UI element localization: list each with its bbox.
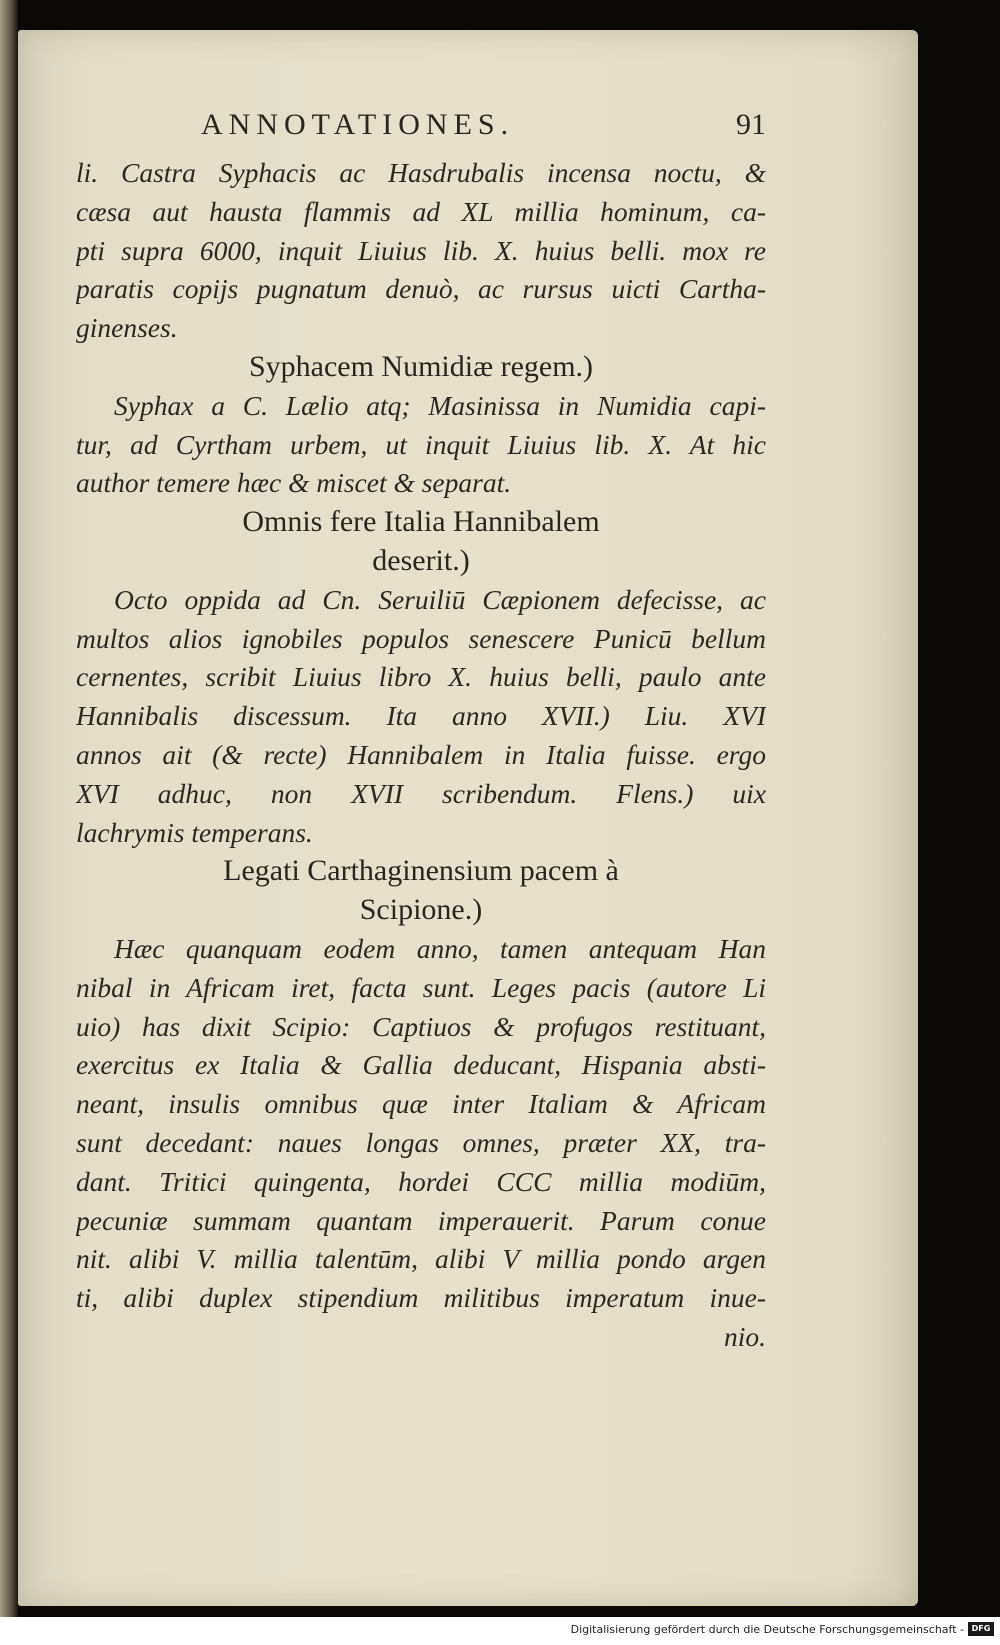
text-line: pecuniæ summam quantam imperauerit. Parum conue (76, 1204, 766, 1236)
page-number: 91 (736, 108, 766, 141)
dfg-logo: DFG (968, 1622, 994, 1636)
text-line: Octo oppida ad Cn. Seruiliū Cæpionem defecisse, ac (114, 583, 766, 615)
text-line: nit. alibi V. millia talentūm, alibi V millia pondo argen (76, 1243, 766, 1275)
text-line: dant. Tritici quingenta, hordei CCC millia modiūm, (76, 1165, 766, 1197)
section-heading: Omnis fere Italia Hannibalem (242, 505, 600, 539)
book-page (18, 30, 918, 1606)
text-line: uio) has dixit Scipio: Captiuos & profugos restituant, (76, 1010, 766, 1042)
running-head-title: ANNOTATIONES. (201, 108, 515, 141)
text-line: author temere hæc & miscet & separat. (76, 467, 512, 499)
footer-credit: Digitalisierung gefördert durch die Deutsche Forschungsgemeinschaft - (570, 1623, 964, 1636)
section-heading: Legati Carthaginensium pacem à (223, 854, 619, 888)
text-line: annos ait (& recte) Hannibalem in Italia fuisse. ergo (76, 738, 766, 770)
text-line: ti, alibi duplex stipendium militibus imperatum inue- (76, 1282, 766, 1314)
section-heading: Syphacem Numidiæ regem.) (248, 349, 594, 383)
text-line: pti supra 6000, inquit Liuius lib. X. huius belli. mox re (76, 234, 766, 266)
text-line: multos alios ignobiles populos senescere Punicū bellum (76, 622, 766, 654)
section-heading: deserit.) (372, 543, 470, 577)
text-line: lachrymis temperans. (76, 816, 313, 848)
text-line: cernentes, scribit Liuius libro X. huius belli, paulo ante (76, 661, 766, 693)
section-heading: Scipione.) (359, 893, 483, 927)
page-edge (0, 0, 18, 1645)
text-line: sunt decedant: naues longas omnes, præter XX, tra- (76, 1126, 766, 1158)
text-line: XVI adhuc, non XVII scribendum. Flens.) uix (76, 777, 766, 809)
text-block (76, 108, 766, 1357)
digitization-footer (0, 1617, 1000, 1645)
body-text (76, 154, 766, 1357)
text-line: Hannibalis discessum. Ita anno XVII.) Liu. XVI (76, 700, 766, 732)
text-line: Syphax a C. Lælio atq; Masinissa in Numidia capi- (114, 389, 766, 421)
text-line: exercitus ex Italia & Gallia deducant, Hispania absti- (76, 1049, 766, 1081)
text-line: Hæc quanquam eodem anno, tamen antequam Han (114, 932, 766, 964)
text-line: nio. (723, 1320, 766, 1352)
text-line: nibal in Africam iret, facta sunt. Leges pacis (autore Li (76, 971, 766, 1003)
text-line: li. Castra Syphacis ac Hasdrubalis incensa noctu, & (76, 157, 766, 188)
text-line: tur, ad Cyrtham urbem, ut inquit Liuius lib. X. At hic (76, 428, 766, 460)
text-line: ginenses. (76, 312, 178, 344)
text-line: neant, insulis omnibus quæ inter Italiam & Africam (76, 1088, 766, 1120)
running-head (76, 108, 766, 154)
text-line: cæsa aut hausta flammis ad XL millia hominum, ca- (76, 195, 766, 227)
text-line: paratis copijs pugnatum denuò, ac rursus uicti Cartha- (76, 273, 766, 305)
